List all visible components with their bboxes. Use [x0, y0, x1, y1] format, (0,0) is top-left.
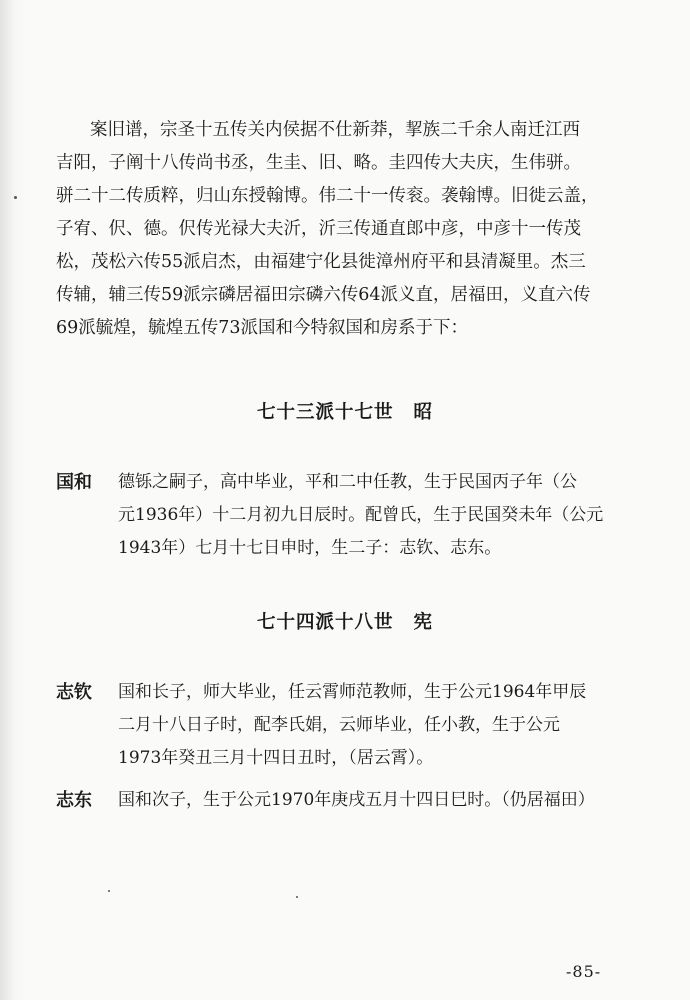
generation-character: 宪 [413, 612, 434, 633]
generation-character: 昭 [413, 402, 434, 423]
intro-line: 吉阳，子阐十八传尚书丞，生圭、旧、略。圭四传大夫庆，生伟骈。 [56, 153, 581, 173]
generation-heading-73 [0, 398, 690, 424]
intro-line: 69派毓煌，毓煌五传73派国和今特叙国和房系于下： [56, 318, 469, 338]
entry-line: 国和次子，生于公元1970年庚戌五月十四日巳时。（仍居福田） [118, 790, 595, 810]
entry-line: 国和长子，师大毕业，任云霄师范教师，生于公元1964年甲辰 [118, 682, 587, 702]
scan-speck [296, 896, 298, 898]
scan-speck [14, 196, 17, 199]
intro-line: 案旧谱，宗圣十五传关内侯据不仕新莽，挈族二千余人南迁江西 [90, 120, 580, 140]
entry-line: 1943年）七月十七日申时，生二子：志钦、志东。 [118, 538, 502, 558]
intro-line: 骈二十二传质粹，归山东授翰博。伟二十一传衮。袭翰博。旧徙云盖， [56, 186, 599, 206]
scan-shadow-edge [0, 0, 26, 1000]
entry-line: 1973年癸丑三月十四日丑时，（居云霄）。 [118, 748, 434, 768]
scan-speck [108, 890, 110, 892]
entry-line: 元1936年）十二月初九日辰时。配曾氏，生于民国癸未年（公元 [118, 505, 604, 525]
generation-title: 七十三派十七世 [256, 402, 394, 423]
entry-name: 志钦 [56, 682, 92, 703]
page-number: -85- [566, 962, 602, 981]
entry-body [118, 784, 595, 817]
intro-line: 松，茂松六传55派启杰，由福建宁化县徙漳州府平和县清凝里。杰三 [56, 252, 586, 272]
entry-body [118, 676, 586, 775]
entry-name: 志东 [56, 790, 92, 811]
generation-title: 七十四派十八世 [256, 612, 394, 633]
intro-line: 传辅，辅三传59派宗磷居福田宗磷六传64派义直，居福田，义直六传 [56, 285, 591, 305]
entry-line: 德铄之嗣子，高中毕业，平和二中任教，生于民国丙子年（公 [118, 472, 577, 492]
intro-line: 子宥、伬、德。伬传光禄大夫沂，沂三传通直郎中彦，中彦十一传茂 [56, 219, 581, 239]
entry-name: 国和 [56, 472, 92, 493]
entry-line: 二月十八日子时，配李氏娟，云师毕业，任小教，生于公元 [118, 715, 560, 735]
entry-body [118, 466, 603, 565]
intro-paragraph [56, 114, 646, 345]
generation-heading-74 [0, 608, 690, 634]
